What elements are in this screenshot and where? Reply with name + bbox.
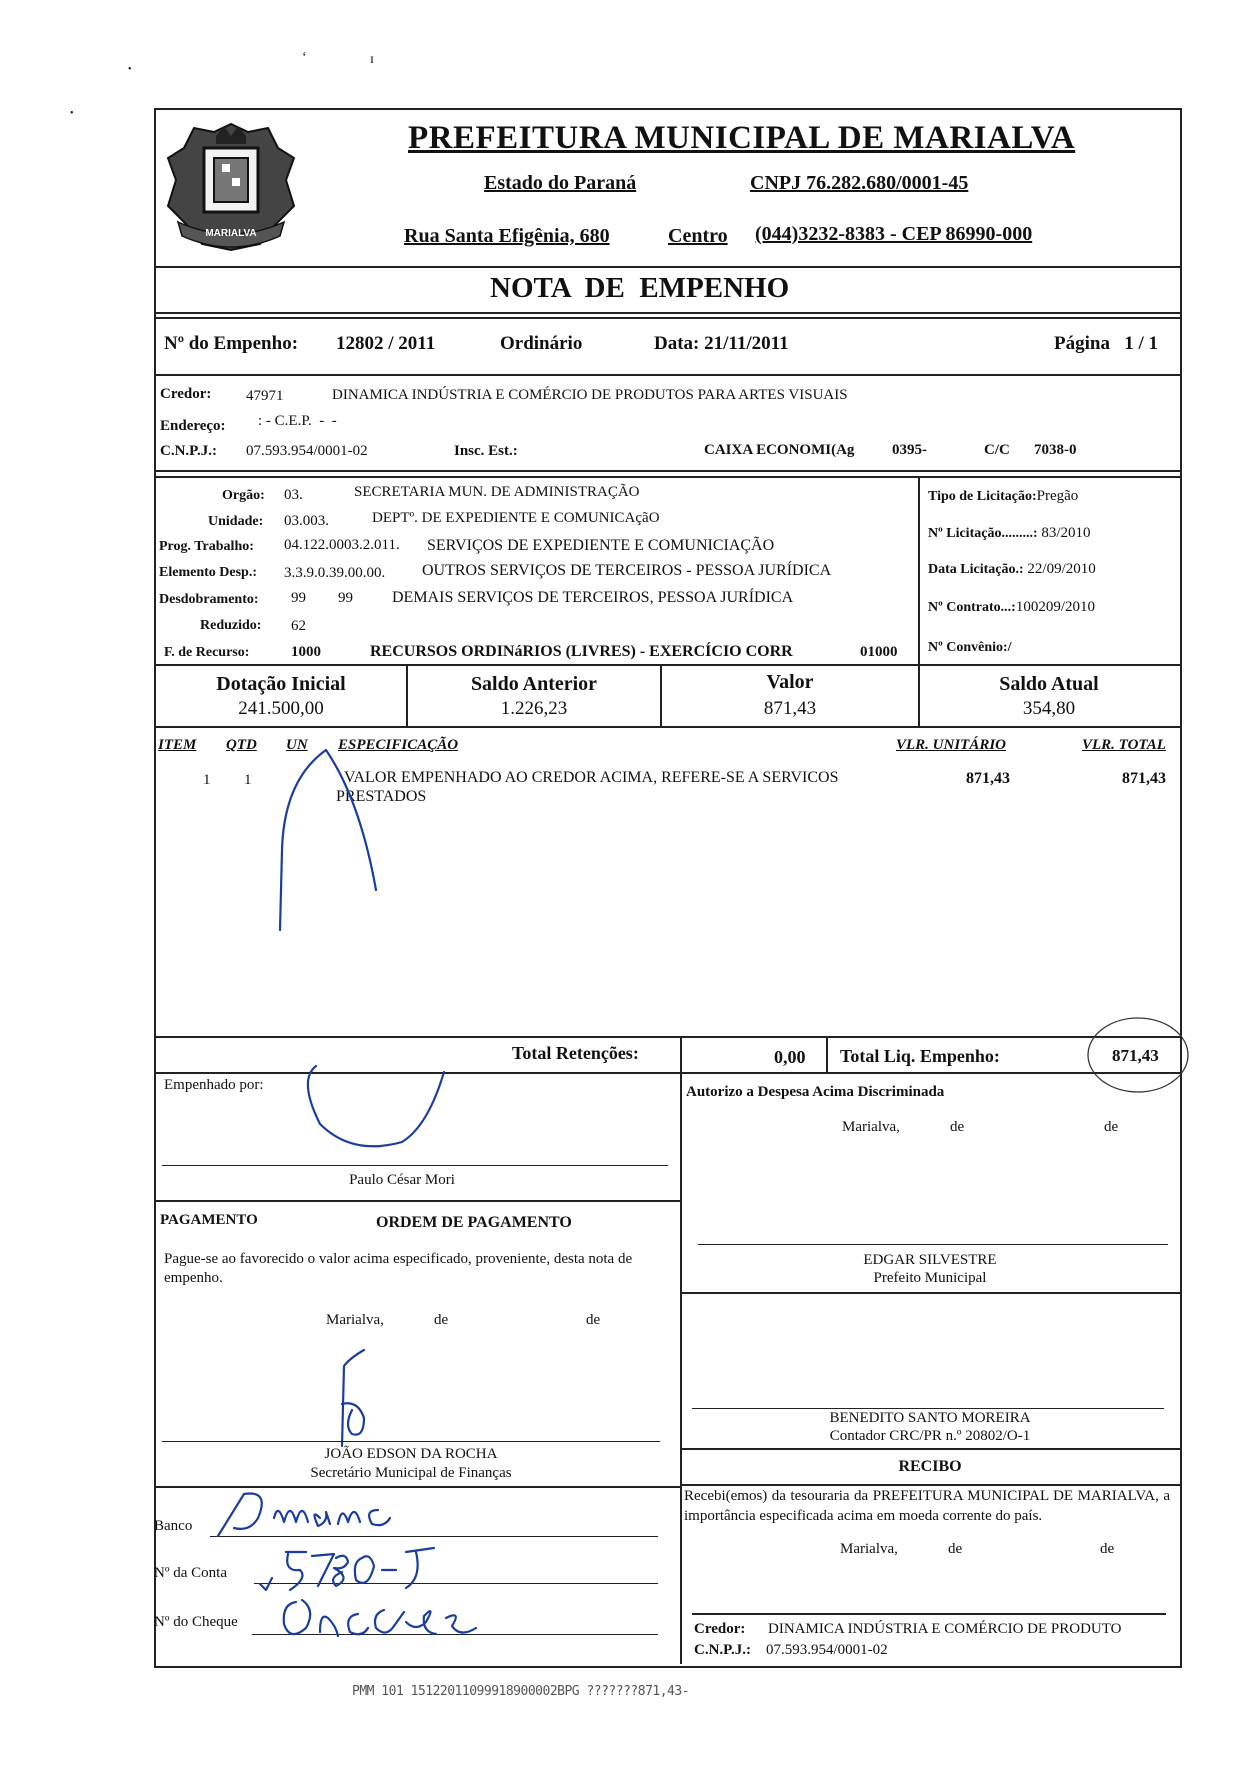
orgao-code: 03. [284, 487, 303, 503]
insc-est-label: Insc. Est.: [454, 443, 518, 459]
item-unit-value: 871,43 [966, 770, 1010, 787]
reduzido-label: Reduzido: [200, 618, 262, 633]
empenho-label: Nº do Empenho: [164, 333, 299, 354]
crest-ribbon-text: MARIALVA [205, 228, 257, 239]
licitacao-tipo [928, 488, 1078, 505]
divider [154, 374, 1180, 376]
col-qtd-header: QTD [226, 737, 257, 753]
signature-empenhado [296, 1060, 456, 1160]
divider [680, 1036, 682, 1072]
licitacao-num-value: 83/2010 [1037, 525, 1091, 541]
licitacao-num-label: Nº Licitação.........: [928, 526, 1038, 541]
contador-name: BENEDITO SANTO MOREIRA [829, 1410, 1031, 1426]
divider [154, 664, 1180, 666]
desdobramento-code1: 99 [291, 590, 306, 606]
estado: Estado do Paraná [484, 172, 637, 194]
divider [154, 266, 1180, 268]
divider [680, 1448, 1180, 1450]
pen-mark [270, 740, 410, 940]
licitacao-data-label: Data Licitação.: [928, 562, 1024, 577]
recurso-label: F. de Recurso: [164, 645, 250, 660]
municipal-crest [156, 118, 306, 258]
desdobramento-label: Desdobramento: [159, 592, 259, 607]
divider [154, 317, 1180, 319]
recibo-de1: de [948, 1541, 963, 1557]
saldo-anterior-label: Saldo Anterior [470, 673, 598, 695]
retencoes-value: 0,00 [774, 1047, 806, 1067]
secretario-title: Secretário Municipal de Finanças [310, 1465, 512, 1481]
divider [154, 476, 1180, 478]
elemento-desc: OUTROS SERVIÇOS DE TERCEIROS - PESSOA JURÍDICA [422, 562, 832, 579]
cc-value: 7038-0 [1034, 442, 1077, 458]
desdobramento-code2: 99 [338, 590, 353, 606]
endereco-value: : - C.E.P. - - [258, 413, 337, 429]
recurso-desc: RECURSOS ORDINáRIOS (LIVRES) - EXERCÍCIO CORR [370, 643, 793, 660]
pagamento-de1: de [434, 1312, 449, 1328]
licitacao-data-value: 22/09/2010 [1023, 561, 1096, 577]
valor-value: 871,43 [763, 698, 817, 719]
convenio-label: Nº Convênio:/ [928, 640, 1012, 655]
recurso-code2: 01000 [860, 644, 898, 660]
col-total-header: VLR. TOTAL [1082, 737, 1166, 753]
credor-bank: CAIXA ECONOMI(Ag [704, 442, 855, 458]
licitacao-contrato [928, 599, 1095, 616]
elemento-label: Elemento Desp.: [159, 565, 257, 580]
orgao-label: Orgão: [222, 488, 265, 503]
saldo-atual-value: 354,80 [1022, 698, 1076, 719]
prefeito-title: Prefeito Municipal [873, 1270, 987, 1286]
col-spec-header: ESPECIFICAÇÃO [338, 737, 459, 753]
handwritten-banco [214, 1488, 434, 1544]
scan-mark: • [70, 108, 74, 119]
col-unit-header: VLR. UNITÁRIO [896, 737, 1007, 753]
desdobramento-desc: DEMAIS SERVIÇOS DE TERCEIROS, PESSOA JURÍDICA [392, 589, 794, 606]
recibo-text: Recebi(emos) da tesouraria da PREFEITURA MUNICIPAL DE MARIALVA, a importância especificada acima em moeda corrente do país. [684, 1488, 1170, 1524]
document-title: NOTA DE EMPENHO [490, 272, 790, 304]
autorizo-marialva: Marialva, [842, 1119, 900, 1135]
divider [692, 1613, 1166, 1615]
autorizo-de1: de [950, 1119, 965, 1135]
handwritten-conta [256, 1538, 456, 1594]
scan-mark: • [128, 64, 132, 75]
credor-agency: 0395- [892, 442, 927, 458]
signature-line [692, 1408, 1164, 1409]
signature-line [162, 1165, 668, 1166]
divider [154, 470, 1180, 472]
item-total-value: 871,43 [1122, 770, 1166, 787]
item-spec-line1: VALOR EMPENHADO AO CREDOR ACIMA, REFERE-SE A SERVICOS [344, 769, 839, 786]
divider [680, 1292, 1180, 1294]
divider [154, 312, 1180, 314]
reduzido-value: 62 [291, 618, 306, 634]
contrato-label: Nº Contrato...: [928, 600, 1016, 615]
item-number: 1 [203, 772, 211, 788]
prefeitura-cnpj: CNPJ 76.282.680/0001-45 [750, 172, 969, 194]
unidade-desc: DEPTº. DE EXPEDIENTE E COMUNICAçãO [372, 510, 660, 526]
prog-desc: SERVIÇOS DE EXPEDIENTE E COMUNICIAÇÃO [427, 537, 775, 554]
dotacao-label: Dotação Inicial [216, 673, 346, 695]
col-item-header: ITEM [158, 737, 197, 753]
recibo-cnpj-label: C.N.P.J.: [694, 1642, 751, 1658]
footer-code: PMM 101 15122011099918900002BPG ???????871,43- [352, 1684, 690, 1699]
item-qtd: 1 [244, 772, 252, 788]
empenhado-por-label: Empenhado por: [164, 1077, 264, 1093]
prefeitura-phone-cep: (044)3232-8383 - CEP 86990-000 [755, 223, 1033, 245]
unidade-code: 03.003. [284, 513, 329, 529]
retencoes-label: Total Retenções: [512, 1043, 639, 1063]
contador-title: Contador CRC/PR n.º 20802/O-1 [829, 1428, 1031, 1444]
divider [918, 476, 920, 664]
signature-secretario [330, 1346, 400, 1456]
saldo-anterior-value: 1.226,23 [500, 698, 568, 719]
scan-mark: ɪ [370, 52, 374, 67]
divider [154, 1036, 1180, 1038]
divider [154, 1200, 682, 1202]
signature-line [698, 1244, 1168, 1245]
col-un-header: UN [286, 737, 308, 753]
conta-label: Nº da Conta [154, 1565, 227, 1581]
empenho-number: 12802 / 2011 [336, 333, 436, 354]
saldo-atual-label: Saldo Atual [999, 673, 1099, 695]
empenho-page: Página 1 / 1 [1054, 333, 1158, 354]
credor-name: DINAMICA INDÚSTRIA E COMÉRCIO DE PRODUTOS PARA ARTES VISUAIS [332, 387, 848, 403]
licitacao-tipo-value: Pregão [1036, 488, 1079, 504]
divider [826, 1036, 828, 1072]
autorizo-text: Autorizo a Despesa Acima Discriminada [686, 1084, 945, 1100]
credor-cnpj-label: C.N.P.J.: [160, 443, 217, 459]
pagamento-label: PAGAMENTO [160, 1212, 258, 1228]
recurso-code: 1000 [291, 644, 321, 660]
contrato-value: 100209/2010 [1015, 599, 1095, 615]
credor-code: 47971 [246, 388, 284, 404]
liq-empenho-value: 871,43 [1112, 1046, 1159, 1065]
elemento-code: 3.3.9.0.39.00.00. [284, 565, 386, 581]
dotacao-value: 241.500,00 [238, 698, 324, 719]
valor-label: Valor [766, 671, 814, 693]
prefeitura-district: Centro [668, 225, 728, 247]
autorizo-de2: de [1104, 1119, 1119, 1135]
endereco-label: Endereço: [160, 418, 226, 434]
credor-cnpj: 07.593.954/0001-02 [246, 443, 368, 459]
secretario-name: JOÃO EDSON DA ROCHA [324, 1446, 498, 1462]
licitacao-data [928, 561, 1096, 578]
empenho-date: Data: 21/11/2011 [654, 333, 789, 354]
licitacao-num [928, 525, 1091, 542]
prefeito-name: EDGAR SILVESTRE [863, 1252, 997, 1268]
cc-label: C/C [984, 442, 1010, 458]
empenhado-name: Paulo César Mori [349, 1172, 455, 1188]
pagamento-de2: de [586, 1312, 601, 1328]
ordem-pagamento: ORDEM DE PAGAMENTO [376, 1214, 572, 1231]
recibo-marialva: Marialva, [840, 1541, 898, 1557]
scan-mark: ‘ [302, 50, 307, 65]
orgao-desc: SECRETARIA MUN. DE ADMINISTRAÇÃO [354, 484, 640, 500]
pagamento-text: Pague-se ao favorecido o valor acima especificado, proveniente, desta nota de empenho. [164, 1251, 633, 1286]
signature-line [162, 1441, 660, 1442]
cheque-label: Nº do Cheque [154, 1614, 238, 1630]
divider [154, 726, 1180, 728]
banco-label: Banco [154, 1518, 193, 1534]
licitacao-tipo-label: Tipo de Licitação: [928, 489, 1037, 504]
item-spec-line2: PRESTADOS [336, 788, 427, 805]
divider [680, 1446, 682, 1664]
circled-total-mark [1082, 1000, 1192, 1100]
prog-code: 04.122.0003.2.011. [284, 537, 400, 553]
handwritten-cheque [276, 1588, 496, 1644]
empenho-type: Ordinário [500, 333, 583, 354]
unidade-label: Unidade: [208, 514, 264, 529]
liq-empenho-label: Total Liq. Empenho: [840, 1046, 1000, 1066]
recibo-de2: de [1100, 1541, 1115, 1557]
credor-label: Credor: [160, 386, 212, 402]
prog-label: Prog. Trabalho: [159, 539, 254, 554]
recibo-credor-label: Credor: [694, 1621, 746, 1637]
pagamento-marialva: Marialva, [326, 1312, 384, 1328]
prefeitura-address: Rua Santa Efigênia, 680 [404, 225, 610, 247]
recibo-credor-value: DINAMICA INDÚSTRIA E COMÉRCIO DE PRODUTO [768, 1621, 1122, 1637]
recibo-title: RECIBO [898, 1458, 962, 1475]
prefeitura-title: PREFEITURA MUNICIPAL DE MARIALVA [408, 120, 1076, 156]
recibo-cnpj-value: 07.593.954/0001-02 [766, 1642, 888, 1658]
